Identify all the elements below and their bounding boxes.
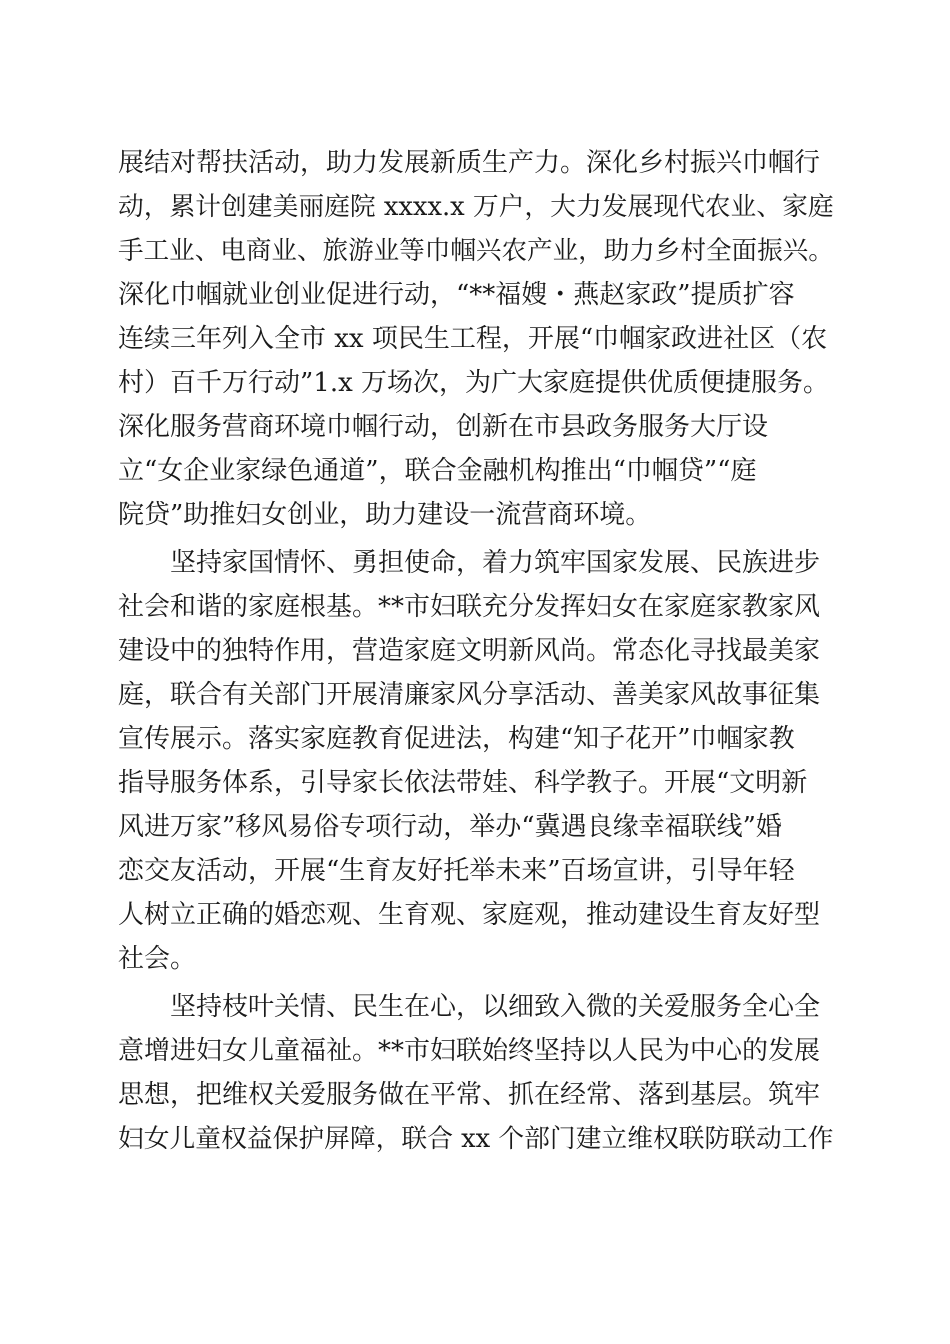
- text-line: 社会和谐的家庭根基。**市妇联充分发挥妇女在家庭家教家风: [118, 592, 821, 622]
- text-line: 展结对帮扶活动，助力发展新质生产力。深化乡村振兴巾帼行: [118, 148, 821, 178]
- text-line: 宣传展示。落实家庭教育促进法，构建“知子花开”巾帼家教: [118, 724, 795, 754]
- text-line: 立“女企业家绿色通道”，联合金融机构推出“巾帼贷”“庭: [118, 456, 757, 486]
- paragraph-first-line: 坚持家国情怀、勇担使命，着力筑牢国家发展、民族进步: [170, 548, 821, 578]
- text-line: 指导服务体系，引导家长依法带娃、科学教子。开展“文明新: [118, 768, 808, 798]
- text-line: 院贷”助推妇女创业，助力建设一流营商环境。: [118, 500, 652, 530]
- text-line: 恋交友活动，开展“生育友好托举未来”百场宣讲，引导年轻: [118, 856, 795, 886]
- text-line: 村）百千万行动”1.x 万场次，为广大家庭提供优质便捷服务。: [118, 368, 830, 398]
- text-line: 建设中的独特作用，营造家庭文明新风尚。常态化寻找最美家: [118, 636, 821, 666]
- paragraph-first-line: 坚持枝叶关情、民生在心，以细致入微的关爱服务全心全: [170, 992, 821, 1022]
- text-line: 社会。: [118, 944, 197, 974]
- text-line: 深化服务营商环境巾帼行动，创新在市县政务服务大厅设: [118, 412, 769, 442]
- text-line: 妇女儿童权益保护屏障，联合 xx 个部门建立维权联防联动工作: [118, 1124, 834, 1154]
- text-line: 深化巾帼就业创业促进行动，“**福嫂・燕赵家政”提质扩容: [118, 280, 795, 310]
- text-line: 风进万家”移风易俗专项行动，举办“冀遇良缘幸福联线”婚: [118, 812, 782, 842]
- text-line: 手工业、电商业、旅游业等巾帼兴农产业，助力乡村全面振兴。: [118, 236, 834, 266]
- text-line: 动，累计创建美丽庭院 xxxx.x 万户，大力发展现代农业、家庭: [118, 192, 834, 222]
- text-line: 庭，联合有关部门开展清廉家风分享活动、善美家风故事征集: [118, 680, 821, 710]
- text-line: 思想，把维权关爱服务做在平常、抓在经常、落到基层。筑牢: [118, 1080, 821, 1110]
- text-line: 意增进妇女儿童福祉。**市妇联始终坚持以人民为中心的发展: [118, 1036, 821, 1066]
- text-line: 人树立正确的婚恋观、生育观、家庭观，推动建设生育友好型: [118, 900, 821, 930]
- text-line: 连续三年列入全市 xx 项民生工程，开展“巾帼家政进社区（农: [118, 324, 828, 354]
